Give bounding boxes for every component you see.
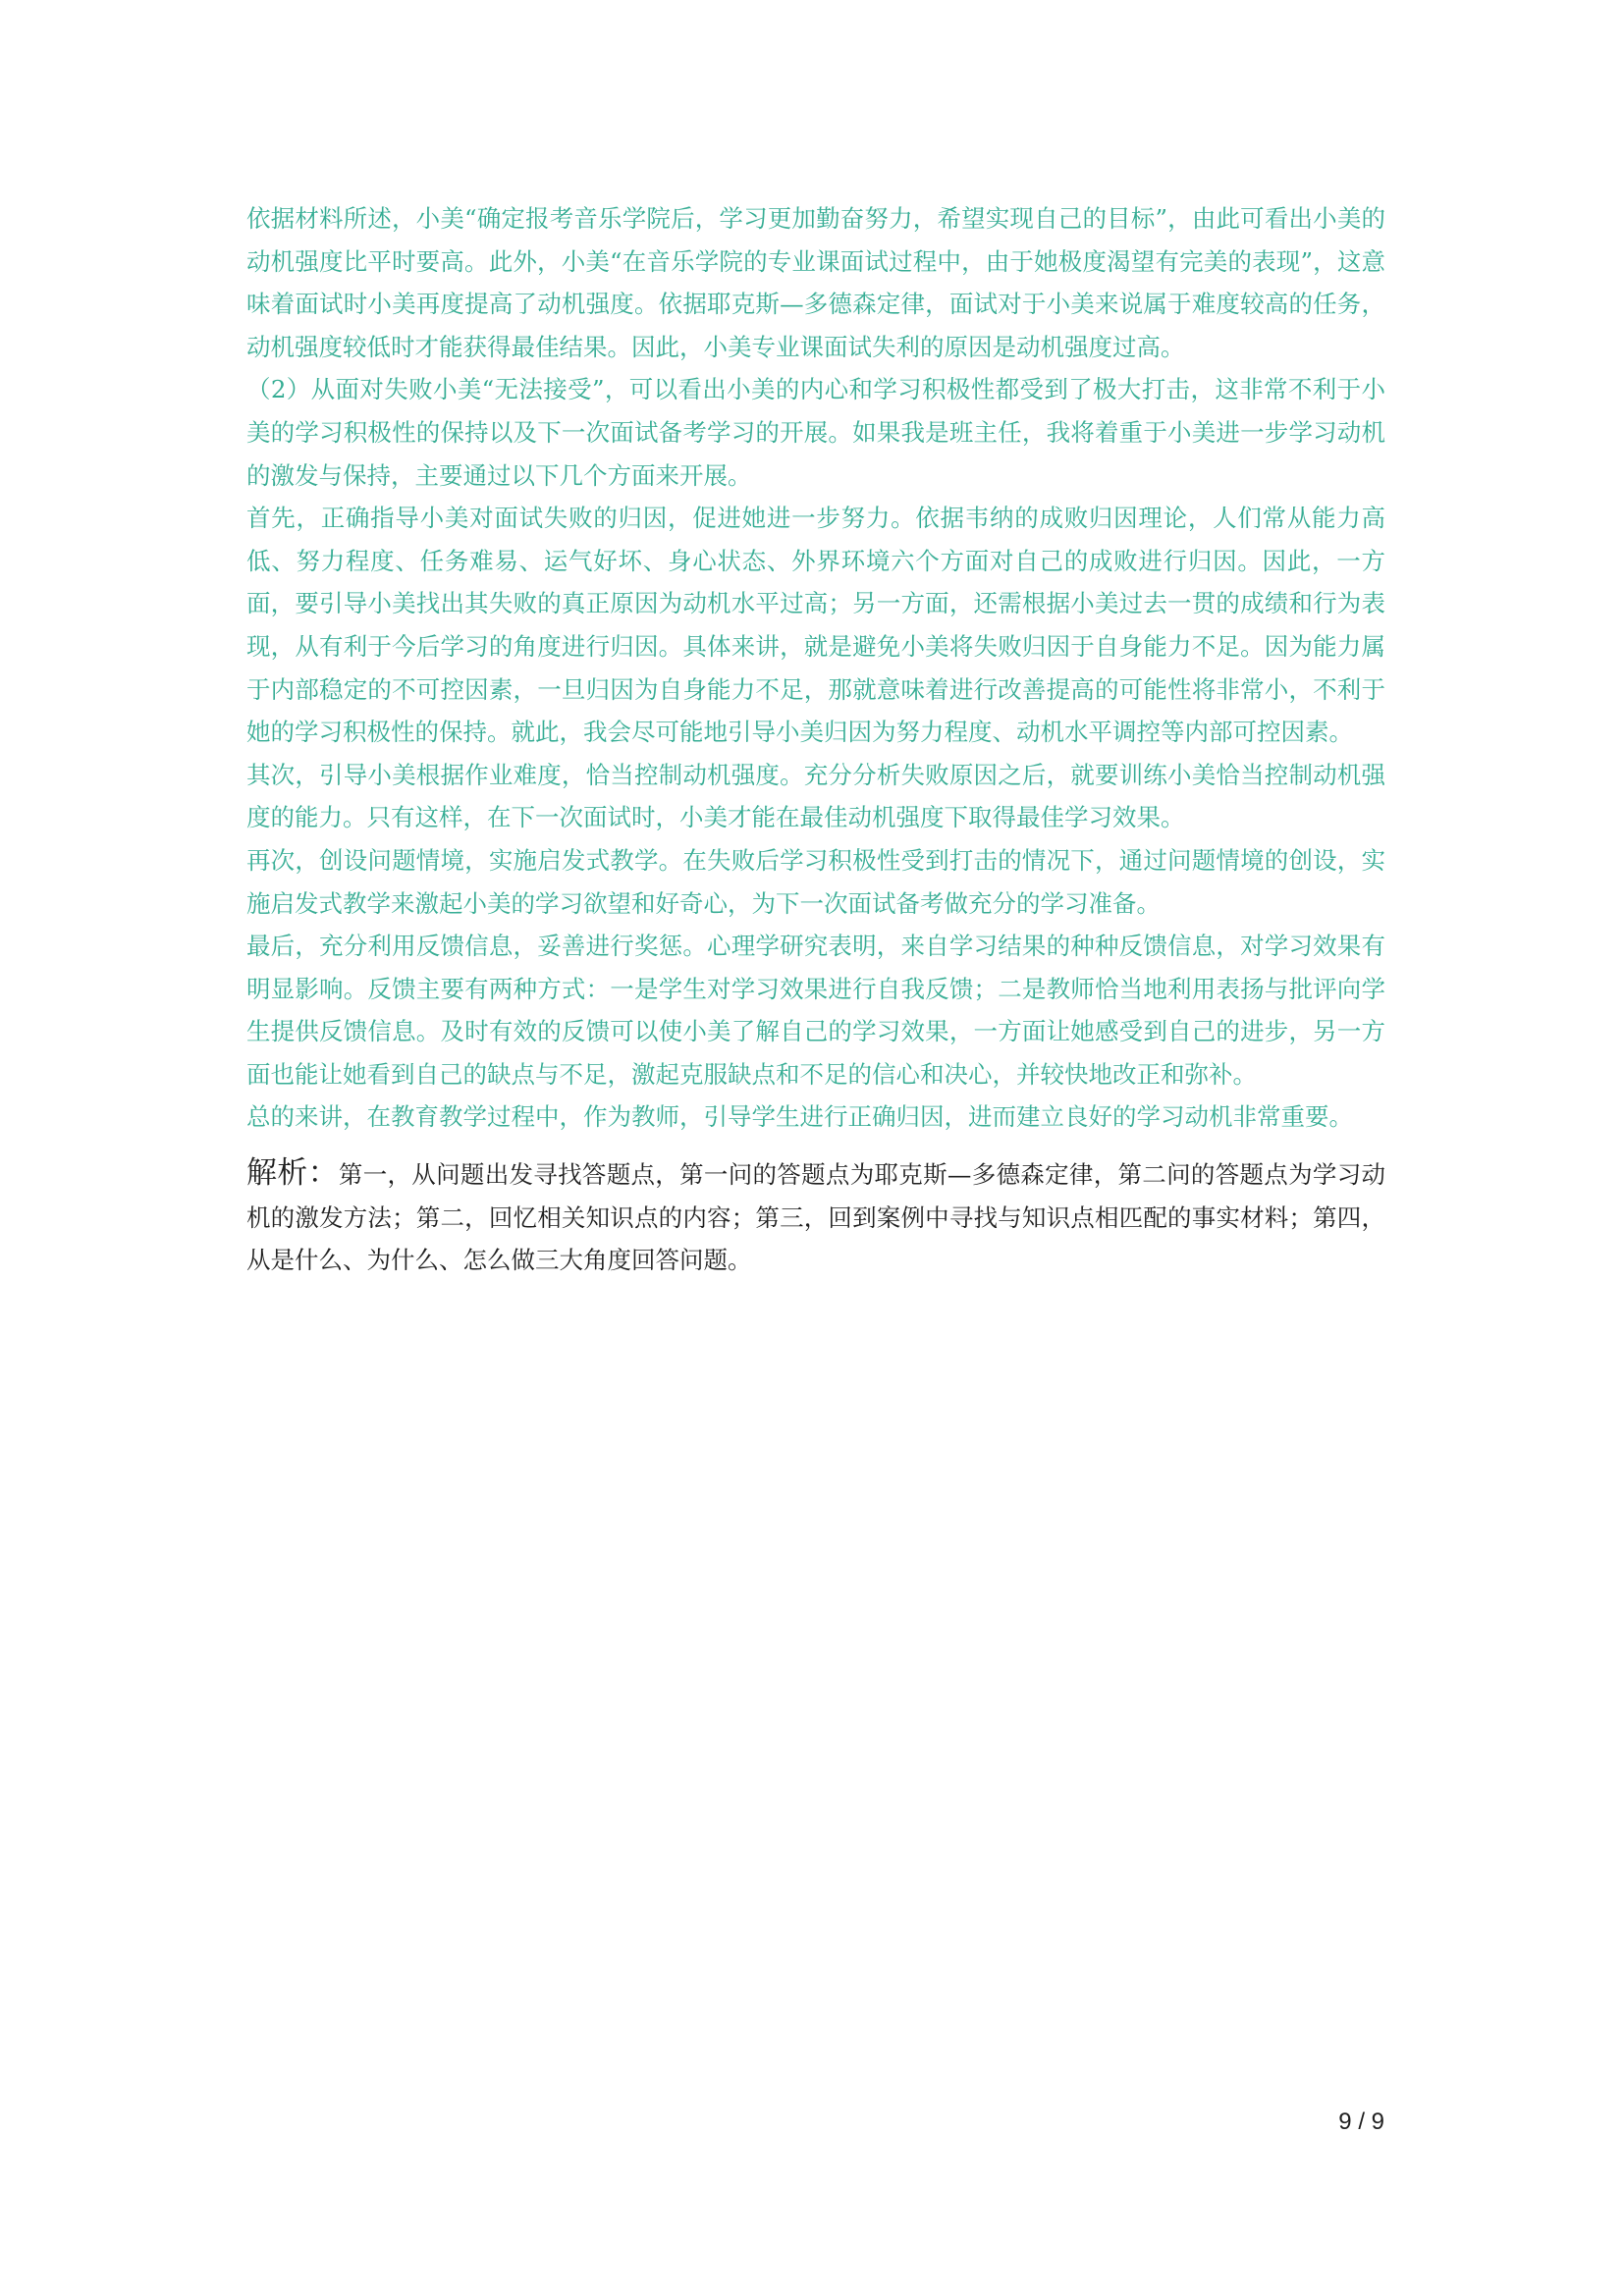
answer-paragraph-4: 其次，引导小美根据作业难度，恰当控制动机强度。充分分析失败原因之后，就要训练小美恰当控制动机强度的能力。只有这样，在下一次面试时，小美才能在最佳动机强度下取得最佳学习效果。 [246, 760, 1385, 832]
analysis-paragraph [246, 1152, 1385, 1282]
answer-paragraph-5: 再次，创设问题情境，实施启发式教学。在失败后学习积极性受到打击的情况下，通过问题情境的创设，实施启发式教学来激起小美的学习欲望和好奇心，为下一次面试备考做充分的学习准备。 [246, 845, 1385, 918]
document-body [246, 197, 1385, 1282]
answer-paragraph-3: 首先，正确指导小美对面试失败的归因，促进她进一步努力。依据韦纳的成败归因理论，人们常从能力高低、努力程度、任务难易、运气好坏、身心状态、外界环境六个方面对自己的成败进行归因。因此，一方面，要引导小美找出其失败的真正原因为动机水平过高；另一方面，还需根据小美过去一贯的成绩和行为表现，从有利于今后学习的角度进行归因。具体来讲，就是避免小美将失败归因于自身能力不足。因为能力属于内部稳定的不可控因素，一旦归因为自身能力不足，那就意味着进行改善提高的可能性将非常小，不利于她的学习积极性的保持。就此，我会尽可能地引导小美归因为努力程度、动机水平调控等内部可控因素。 [246, 504, 1385, 747]
answer-paragraph-7: 总的来讲，在教育教学过程中，作为教师，引导学生进行正确归因，进而建立良好的学习动机非常重要。 [246, 1102, 1353, 1132]
answer-paragraph-1: 依据材料所述，小美“确定报考音乐学院后，学习更加勤奋努力，希望实现自己的目标”，由此可看出小美的动机强度比平时要高。此外，小美“在音乐学院的专业课面试过程中，由于她极度渴望有完美的表现”，这意味着面试时小美再度提高了动机强度。依据耶克斯—多德森定律，面试对于小美来说属于难度较高的任务，动机强度较低时才能获得最佳结果。因此，小美专业课面试失利的原因是动机强度过高。 [246, 204, 1385, 361]
page-number: 9 / 9 [1338, 2109, 1384, 2135]
answer-paragraph-2: （2）从面对失败小美“无法接受”，可以看出小美的内心和学习积极性都受到了极大打击，这非常不利于小美的学习积极性的保持以及下一次面试备考学习的开展。如果我是班主任，我将着重于小美进一步学习动机的激发与保持，主要通过以下几个方面来开展。 [246, 375, 1385, 490]
analysis-label: 解析： [246, 1155, 339, 1192]
analysis-text: 第一，从问题出发寻找答题点，第一问的答题点为耶克斯—多德森定律，第二问的答题点为学习动机的激发方法；第二，回忆相关知识点的内容；第三，回到案例中寻找与知识点相匹配的事实材料；第四，从是什么、为什么、怎么做三大角度回答问题。 [246, 1160, 1386, 1275]
answer-paragraph-6: 最后，充分利用反馈信息，妥善进行奖惩。心理学研究表明，来自学习结果的种种反馈信息，对学习效果有明显影响。反馈主要有两种方式：一是学生对学习效果进行自我反馈；二是教师恰当地利用表扬与批评向学生提供反馈信息。及时有效的反馈可以使小美了解自己的学习效果，一方面让她感受到自己的进步，另一方面也能让她看到自己的缺点与不足，激起克服缺点和不足的信心和决心，并较快地改正和弥补。 [246, 932, 1385, 1089]
